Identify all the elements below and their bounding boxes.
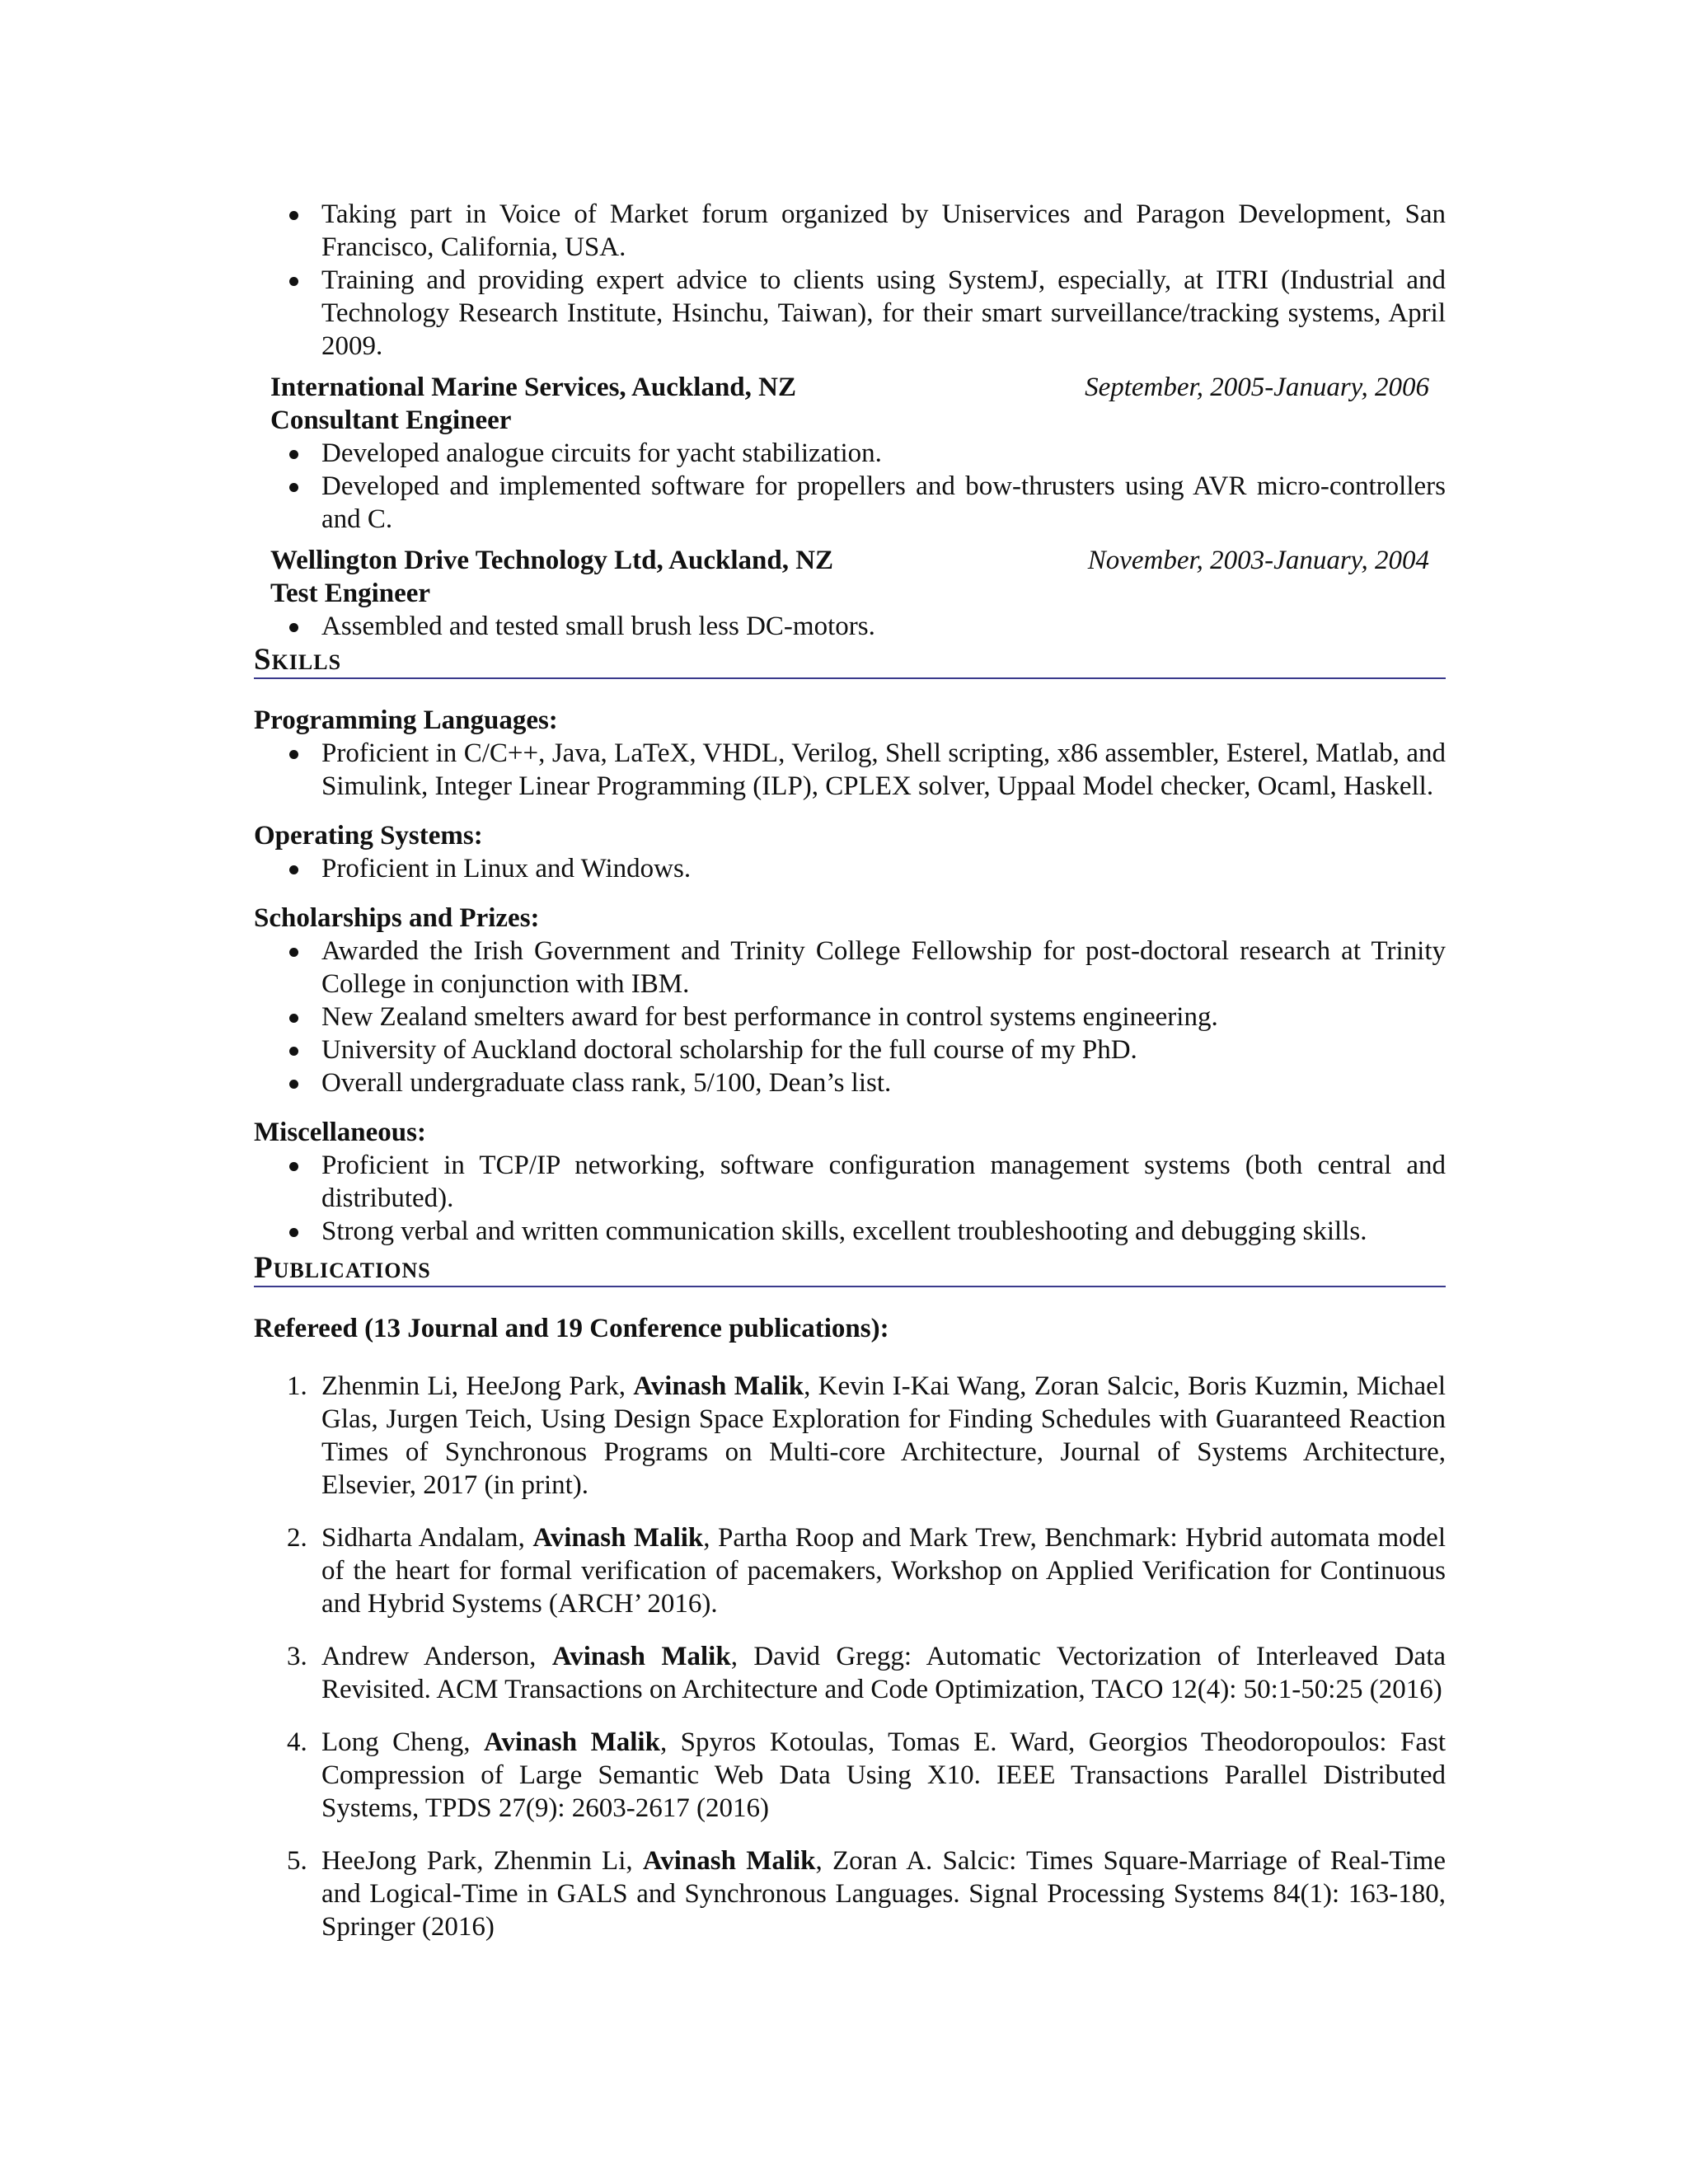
job-entry xyxy=(254,544,1446,643)
publication-item: 4. Long Cheng, Avinash Malik, Spyros Kotoulas, Tomas E. Ward, Georgios Theodoropoulos: Fast Compression of Large Semantic Web Data Using X10. IEEE Transactions Parallel Distributed Systems, TPDS 27(9): 2603-2617 (2016) xyxy=(287,1727,1447,1823)
section-title-skills: Skills xyxy=(254,644,1446,679)
publication-item: 2. Sidharta Andalam, Avinash Malik, Partha Roop and Mark Trew, Benchmark: Hybrid automata model of the heart for formal verification of pacemakers, Workshop on Applied Verification for Continuous and Hybrid Systems (ARCH’ 2016). xyxy=(287,1523,1446,1619)
highlighted-author: Avinash Malik xyxy=(633,1371,804,1401)
employer: Wellington Drive Technology Ltd, Auckland, NZ xyxy=(270,546,834,575)
bullet-icon xyxy=(289,1080,298,1089)
employer: International Marine Services, Auckland, NZ xyxy=(270,373,797,402)
list-item: Developed analogue circuits for yacht stabilization. xyxy=(321,437,1446,470)
list-item: Developed and implemented software for propellers and bow-thrusters using AVR micro-controllers and C. xyxy=(321,470,1446,536)
job-entry xyxy=(254,371,1446,536)
bullet-icon xyxy=(289,1047,298,1056)
publications-subheading: Refereed (13 Journal and 19 Conference publications): xyxy=(254,1314,889,1343)
list-item: Training and providing expert advice to clients using SystemJ, especially, at ITRI (Industrial and Technology Research Institute, Hsinchu, Taiwan), for their smart surveillance/tracking systems, April 2009. xyxy=(321,264,1446,363)
job-header xyxy=(270,544,1446,577)
cv-page xyxy=(254,198,1446,1963)
bullet-icon xyxy=(289,211,298,220)
list-item: University of Auckland doctoral scholarship for the full course of my PhD. xyxy=(321,1033,1446,1066)
list-item: Taking part in Voice of Market forum organized by Uniservices and Paragon Development, San Francisco, California, USA. xyxy=(321,198,1446,264)
publication-number: 2. xyxy=(287,1523,307,1553)
skills-heading: Scholarships and Prizes: xyxy=(254,903,540,933)
experience-continued-list xyxy=(254,198,1446,363)
list-item: Proficient in C/C++, Java, LaTeX, VHDL, Verilog, Shell scripting, x86 assembler, Esterel, Matlab, and Simulink, Integer Linear Programming (ILP), CPLEX solver, Uppaal Model checker, Ocaml, Haskell. xyxy=(321,737,1446,803)
list-item: Assembled and tested small brush less DC-motors. xyxy=(321,610,1446,643)
highlighted-author: Avinash Malik xyxy=(484,1727,660,1757)
job-dates: September, 2005-January, 2006 xyxy=(1085,373,1429,402)
job-header xyxy=(270,371,1446,404)
bullet-icon xyxy=(289,483,298,492)
list-item: Overall undergraduate class rank, 5/100, Dean’s list. xyxy=(321,1066,1446,1099)
highlighted-author: Avinash Malik xyxy=(642,1846,816,1876)
list-item: Strong verbal and written communication skills, excellent troubleshooting and debugging skills. xyxy=(321,1215,1446,1248)
publication-item: 1. Zhenmin Li, HeeJong Park, Avinash Malik, Kevin I-Kai Wang, Zoran Salcic, Boris Kuzmin, Michael Glas, Jurgen Teich, Using Design Space Exploration for Finding Schedules with Guaranteed Reaction Times of Synchronous Programs on Multi-core Architecture, Journal of Systems Architecture, Elsevier, 2017 (in print). xyxy=(287,1371,1446,1500)
bullet-icon xyxy=(289,623,298,632)
skills-list xyxy=(254,935,1446,1099)
bullet-icon xyxy=(289,1014,298,1023)
job-role: Consultant Engineer xyxy=(270,405,512,435)
skills-list xyxy=(254,852,1446,885)
skills-heading: Miscellaneous: xyxy=(254,1118,426,1147)
job-role: Test Engineer xyxy=(270,579,431,608)
skills-list xyxy=(254,737,1446,803)
job-dates: November, 2003-January, 2004 xyxy=(1087,546,1429,575)
skills-list xyxy=(254,1149,1446,1248)
bullet-icon xyxy=(289,450,298,459)
publication-number: 3. xyxy=(287,1642,307,1671)
highlighted-author: Avinash Malik xyxy=(551,1642,731,1671)
job-bullets xyxy=(270,610,1446,643)
publication-item: 3. Andrew Anderson, Avinash Malik, David Gregg: Automatic Vectorization of Interleaved Data Revisited. ACM Transactions on Architecture and Code Optimization, TACO 12(4): 50:1-50:25 (2016) xyxy=(287,1642,1447,1704)
bullet-icon xyxy=(289,1228,298,1237)
list-item: Proficient in Linux and Windows. xyxy=(321,852,1446,885)
list-item: New Zealand smelters award for best performance in control systems engineering. xyxy=(321,1001,1446,1033)
list-item: Awarded the Irish Government and Trinity College Fellowship for post-doctoral research at Trinity College in conjunction with IBM. xyxy=(321,935,1446,1001)
publication-number: 5. xyxy=(287,1846,307,1876)
bullet-icon xyxy=(289,1162,298,1171)
bullet-icon xyxy=(289,948,298,957)
highlighted-author: Avinash Malik xyxy=(532,1523,704,1553)
bullet-icon xyxy=(289,750,298,759)
list-item: Proficient in TCP/IP networking, software configuration management systems (both central and distributed). xyxy=(321,1149,1446,1215)
section-title-publications: Publications xyxy=(254,1253,1446,1287)
publication-number: 1. xyxy=(287,1371,307,1401)
publication-item: 5. HeeJong Park, Zhenmin Li, Avinash Malik, Zoran A. Salcic: Times Square-Marriage of Real-Time and Logical-Time in GALS and Synchronous Languages. Signal Processing Systems 84(1): 163-180, Springer (2016) xyxy=(287,1846,1446,1942)
bullet-icon xyxy=(289,865,298,874)
publication-number: 4. xyxy=(287,1727,307,1757)
bullet-icon xyxy=(289,277,298,286)
publication-list xyxy=(254,1370,1446,1943)
job-bullets xyxy=(270,437,1446,536)
skills-heading: Operating Systems: xyxy=(254,821,483,851)
skills-heading: Programming Languages: xyxy=(254,705,558,735)
